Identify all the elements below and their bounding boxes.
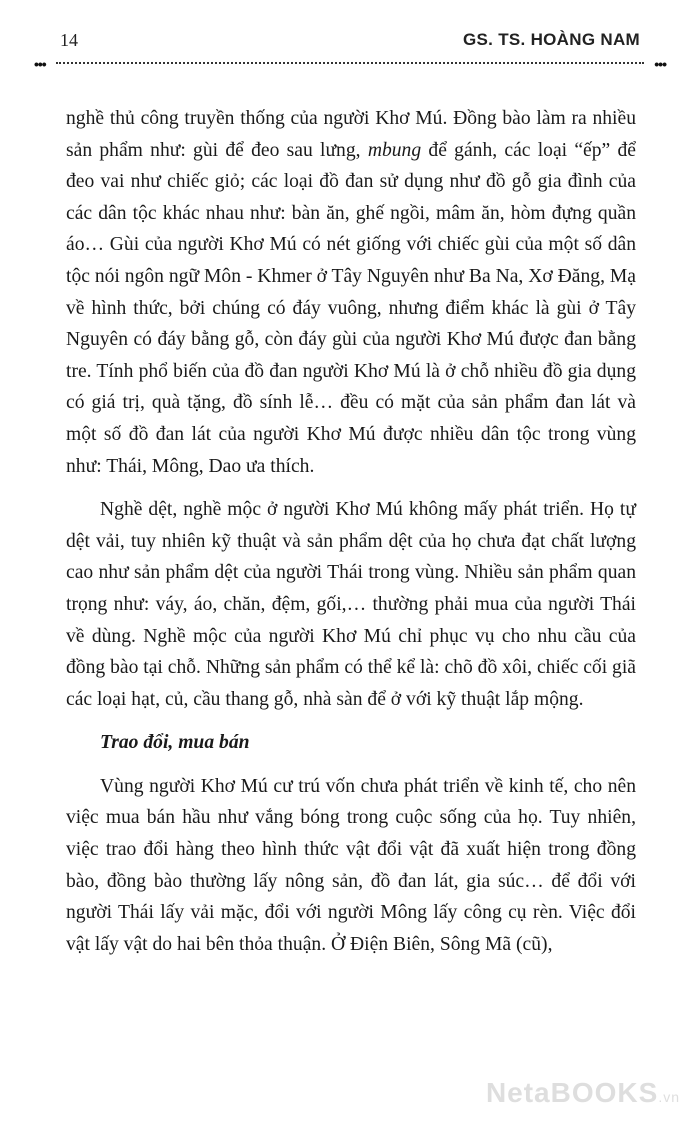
running-title: GS. TS. HOÀNG NAM — [463, 30, 640, 49]
watermark-brand: NetaBOOKS — [485, 1077, 659, 1108]
dotted-line — [56, 62, 644, 64]
rule-cap-right: ••• — [654, 56, 666, 72]
header-dotted-rule — [34, 56, 666, 72]
watermark-suffix: .vn — [658, 1089, 680, 1105]
page-number: 14 — [60, 30, 78, 50]
paragraph-1-text-b: để gánh, các loại “ếp” để đeo vai như chiếc giỏ; các loại đồ đan sử dụng như đồ gỗ gia đình của các dân tộc khác nhau như: bàn ăn, ghế ngồi, mâm ăn, hòm đựng quần áo… Gùi của người Khơ Mú có nét giống với chiếc gùi của một số dân tộc nói ngôn ngữ Môn - Khmer ở Tây Nguyên như Ba Na, Xơ Đăng, Mạ về hình thức, bởi chúng có đáy vuông, nhưng điểm khác là gùi ở Tây Nguyên có đáy bằng gỗ, còn đáy gùi của người Khơ Mú được đan bằng tre. Tính phổ biến của đồ đan người Khơ Mú là ở chỗ nhiều đồ gia dụng có giá trị, quà tặng, đồ sính lễ… đều có mặt của sản phẩm đan lát và một số đồ đan lát của người Khơ Mú được nhiều dân tộc trong vùng như: Thái, Mông, Dao ưa thích. — [66, 139, 636, 477]
watermark-logo — [486, 1077, 680, 1109]
page-body — [66, 103, 636, 972]
page-header — [60, 30, 640, 56]
rule-cap-left: ••• — [34, 56, 46, 72]
paragraph-trade: Vùng người Khơ Mú cư trú vốn chưa phát triển về kinh tế, cho nên việc mua bán hầu như vắng bóng trong cuộc sống của họ. Tuy nhiên, việc trao đổi hàng theo hình thức vật đổi vật đã xuất hiện trong đồng bào, đồng bào thường lấy nông sản, đồ đan lát, gia súc… để đổi với người Thái lấy vải mặc, đổi với người Mông lấy công cụ rèn. Việc đổi vật lấy vật do hai bên thỏa thuận. Ở Điện Biên, Sông Mã (cũ), — [66, 775, 636, 955]
section-heading: Trao đổi, mua bán — [100, 732, 250, 754]
paragraph-1-text-a: nghề thủ công truyền thống của người Khơ Mú. Đồng bào làm ra nhiều sản phẩm như: gùi để đeo sau lưng, — [66, 108, 636, 161]
paragraph-crafts: Nghề dệt, nghề mộc ở người Khơ Mú không mấy phát triển. Họ tự dệt vải, tuy nhiên kỹ thuật và sản phẩm dệt của họ chưa đạt chất lượng cao như sản phẩm dệt của người Thái trong vùng. Nhiều sản phẩm quan trọng như: váy, áo, chăn, đệm, gối,… thường phải mua của người Thái về dùng. Nghề mộc của người Khơ Mú chỉ phục vụ cho nhu cầu của đồng bào tại chỗ. Những sản phẩm có thể kể là: chõ đồ xôi, chiếc cối giã các loại hạt, củ, cầu thang gỗ, nhà sàn để ở với kỹ thuật lắp mộng. — [66, 499, 636, 710]
paragraph-continued — [66, 103, 636, 482]
italic-term-mbung: mbung — [367, 139, 422, 161]
